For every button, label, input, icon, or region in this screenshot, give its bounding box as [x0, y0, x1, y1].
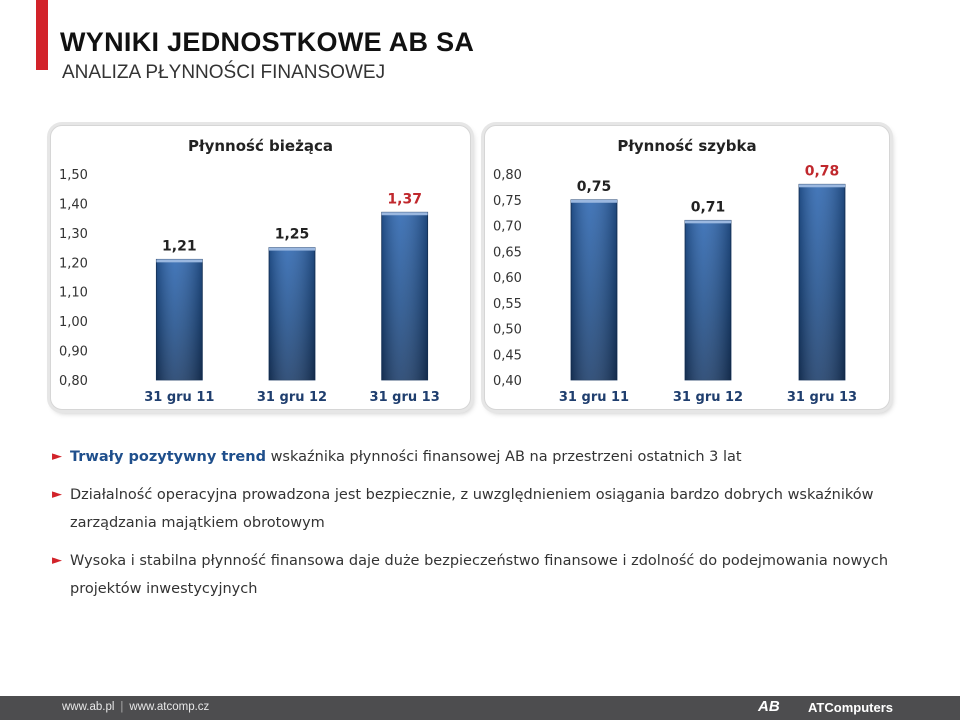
- bar-top-highlight: [571, 200, 617, 203]
- bar-top-highlight: [269, 248, 315, 251]
- data-label: 1,25: [274, 226, 310, 243]
- data-label: 0,78: [804, 163, 840, 180]
- y-tick-label: 0,50: [493, 322, 522, 338]
- bar-shading: [382, 212, 428, 380]
- bar-top-highlight: [382, 212, 428, 215]
- x-tick-label: 31 gru 12: [256, 390, 328, 405]
- y-tick-label: 0,40: [493, 374, 522, 389]
- footer-separator: |: [120, 701, 124, 713]
- bullet-item: [50, 443, 930, 471]
- x-tick-label: 31 gru 13: [369, 390, 440, 405]
- chart-title: Płynność bieżąca: [188, 137, 333, 155]
- chart-title: Płynność szybka: [617, 137, 757, 155]
- bar-shading: [269, 248, 315, 380]
- footer-link-ab[interactable]: www.ab.pl: [62, 701, 115, 713]
- bullet-text: Działalność operacyjna prowadzona jest bezpiecznie, z uwzględnieniem osiągania bardzo dobrych wskaźników zarządzania majątkiem obrotowym: [70, 487, 874, 531]
- x-tick-label: 31 gru 11: [558, 390, 630, 405]
- bullet-list: [50, 443, 930, 613]
- bullet-item: [50, 547, 930, 603]
- bullet-triangle-icon: ►: [52, 487, 62, 502]
- y-tick-label: 0,80: [493, 168, 522, 183]
- y-tick-label: 0,55: [493, 296, 522, 312]
- data-label: 1,37: [387, 191, 422, 208]
- data-label: 1,21: [162, 238, 197, 255]
- chart-panel-current-liquidity: [50, 125, 471, 410]
- y-tick-label: 1,00: [59, 315, 88, 331]
- bullet-text: Wysoka i stabilna płynność finansowa daje duże bezpieczeństwo finansowe i zdolność do podejmowania nowych projektów inwestycyjnych: [70, 553, 889, 597]
- data-label: 0,71: [690, 199, 726, 216]
- y-tick-label: 0,60: [493, 271, 522, 286]
- bar-shading: [685, 220, 731, 380]
- page-title: WYNIKI JEDNOSTKOWE AB SA: [60, 27, 475, 57]
- bar-shading: [799, 184, 845, 380]
- y-tick-label: 0,75: [493, 193, 522, 209]
- title-accent-bar: [36, 0, 48, 70]
- y-tick-label: 1,20: [59, 256, 88, 272]
- bullet-triangle-icon: ►: [52, 553, 62, 568]
- y-tick-label: 1,10: [59, 285, 88, 301]
- y-tick-label: 0,65: [493, 245, 522, 261]
- bar-shading: [156, 259, 202, 380]
- bar-top-highlight: [156, 259, 202, 262]
- y-tick-label: 1,30: [59, 226, 88, 242]
- chart-panel-quick-liquidity: [484, 125, 890, 410]
- y-tick-label: 0,70: [493, 219, 522, 235]
- x-tick-label: 31 gru 11: [144, 390, 215, 405]
- bullet-highlight: Trwały pozytywny trend: [70, 449, 266, 465]
- chart-quick-liquidity: [485, 126, 889, 409]
- y-tick-label: 1,40: [59, 197, 88, 213]
- bar-top-highlight: [799, 184, 845, 187]
- y-tick-label: 0,90: [59, 344, 88, 360]
- data-label: 0,75: [576, 178, 612, 195]
- page-subtitle: ANALIZA PŁYNNOŚCI FINANSOWEJ: [62, 62, 386, 83]
- x-tick-label: 31 gru 12: [672, 390, 744, 405]
- bullet-text: wskaźnika płynności finansowej AB na przestrzeni ostatnich 3 lat: [265, 449, 742, 465]
- x-tick-label: 31 gru 13: [786, 390, 858, 405]
- bullet-item: [50, 481, 930, 537]
- footer-bar: [0, 696, 960, 720]
- bar-top-highlight: [685, 220, 731, 223]
- footer-links: [62, 701, 209, 713]
- y-tick-label: 1,50: [59, 168, 88, 183]
- atcomputers-logo: ATComputers: [808, 700, 893, 715]
- footer-link-atcomp[interactable]: www.atcomp.cz: [129, 701, 210, 713]
- ab-logo: AB: [758, 698, 780, 715]
- bar-shading: [571, 200, 617, 380]
- y-tick-label: 0,45: [493, 348, 522, 364]
- chart-current-liquidity: [51, 126, 470, 409]
- y-tick-label: 0,80: [59, 374, 88, 389]
- bullet-triangle-icon: ►: [52, 449, 62, 464]
